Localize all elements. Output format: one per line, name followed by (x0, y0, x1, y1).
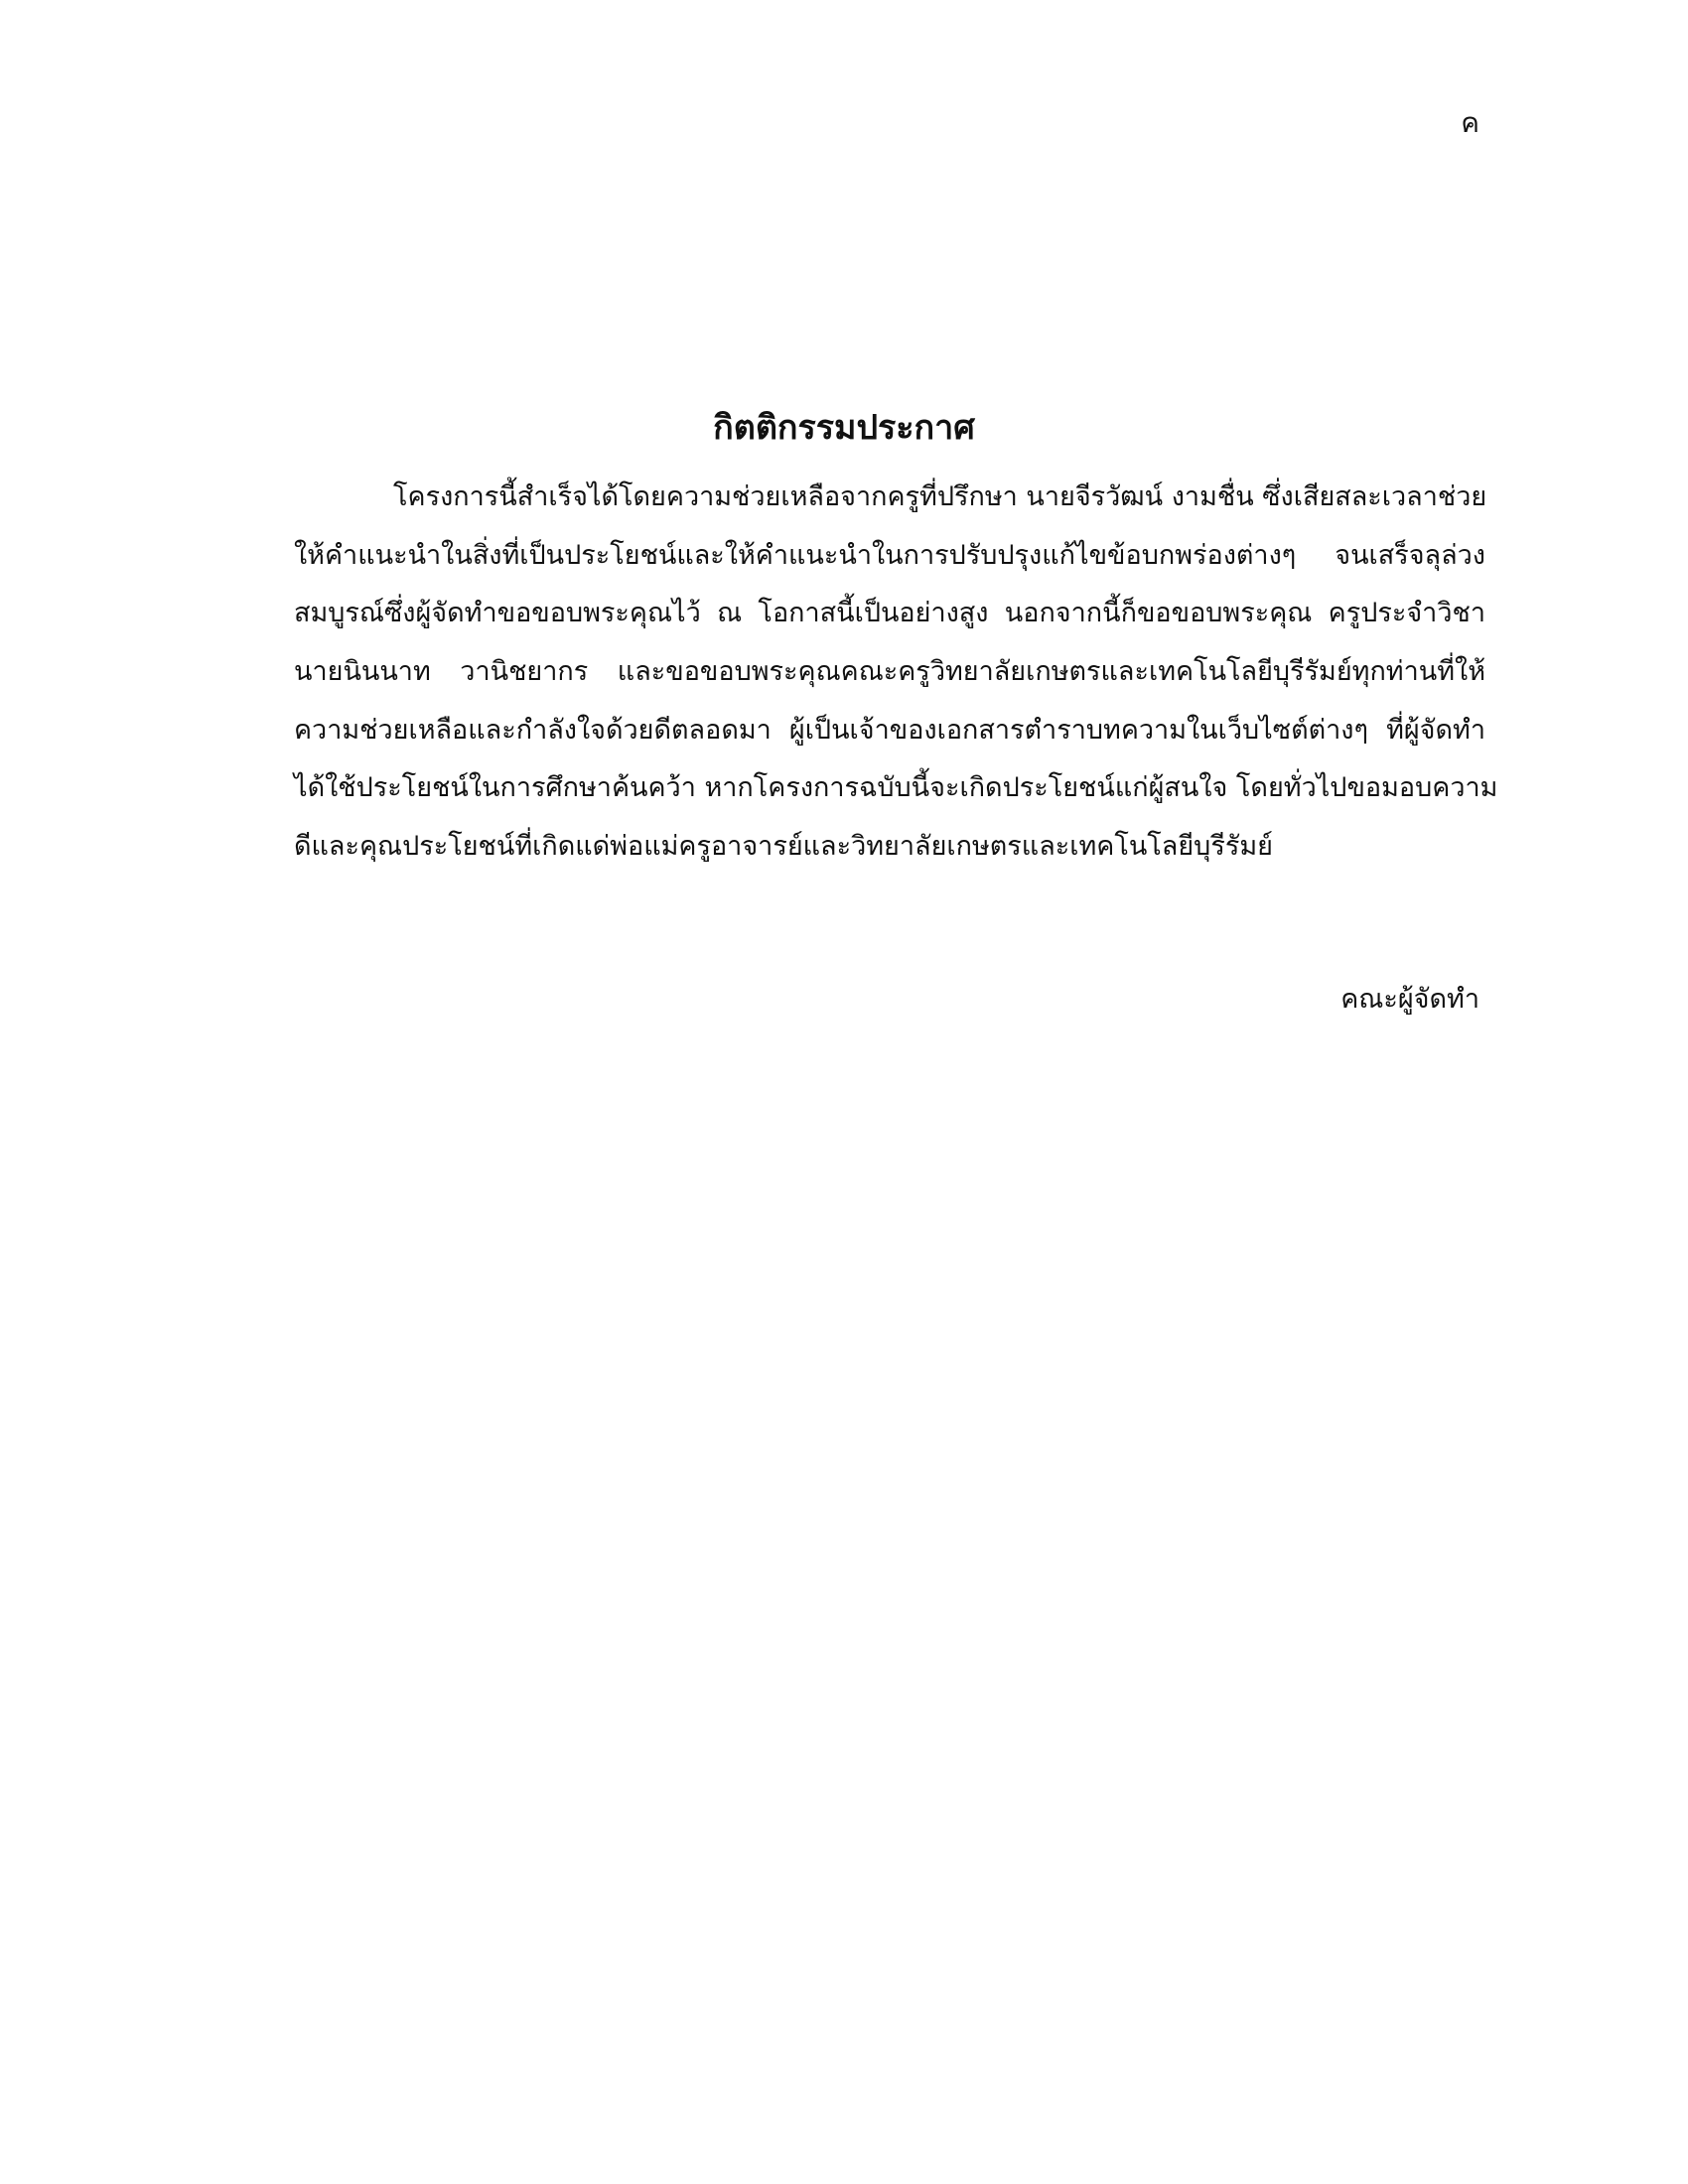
paragraph-line: ความช่วยเหลือและกำลังใจด้วยดีตลอดมา ผู้เป็นเจ้าของเอกสารตำราบทความในเว็บไซต์ต่างๆ ที่ผู้จัดทำ (294, 714, 1485, 746)
paragraph-line: ให้คำแนะนำในสิ่งที่เป็นประโยชน์และให้คำแนะนำในการปรับปรุงแก้ไขข้อบกพร่องต่างๆ จนเสร็จลุล่วง (294, 539, 1485, 571)
paragraph-line: นายนินนาท วานิชยากร และขอขอบพระคุณคณะครูวิทยาลัยเกษตรและเทคโนโลยีบุรีรัมย์ทุกท่านที่ให้ (294, 656, 1485, 688)
paragraph-line: โครงการนี้สำเร็จได้โดยความช่วยเหลือจากครูที่ปรึกษา นายจีรวัฒน์ งามชื่น ซึ่งเสียสละเวลาช่วย (393, 481, 1487, 512)
signature: คณะผู้จัดทำ (1340, 984, 1479, 1015)
paragraph-line: สมบูรณ์ซึ่งผู้จัดทำขอขอบพระคุณไว้ ณ โอกาสนี้เป็นอย่างสูง นอกจากนี้ก็ขอขอบพระคุณ ครูประจำวิชา (294, 598, 1485, 629)
acknowledgement-body (294, 469, 1498, 877)
document-title: กิตติกรรมประกาศ (713, 408, 975, 448)
paragraph-line: ได้ใช้ประโยชน์ในการศึกษาค้นคว้า หากโครงการฉบับนี้จะเกิดประโยชน์แก่ผู้สนใจ โดยทั่วไปขอมอบความ (294, 772, 1498, 804)
paragraph-line: ดีและคุณประโยชน์ที่เกิดแด่พ่อแม่ครูอาจารย์และวิทยาลัยเกษตรและเทคโนโลยีบุรีรัมย์ (294, 831, 1273, 863)
page-number: ค (1461, 106, 1479, 139)
